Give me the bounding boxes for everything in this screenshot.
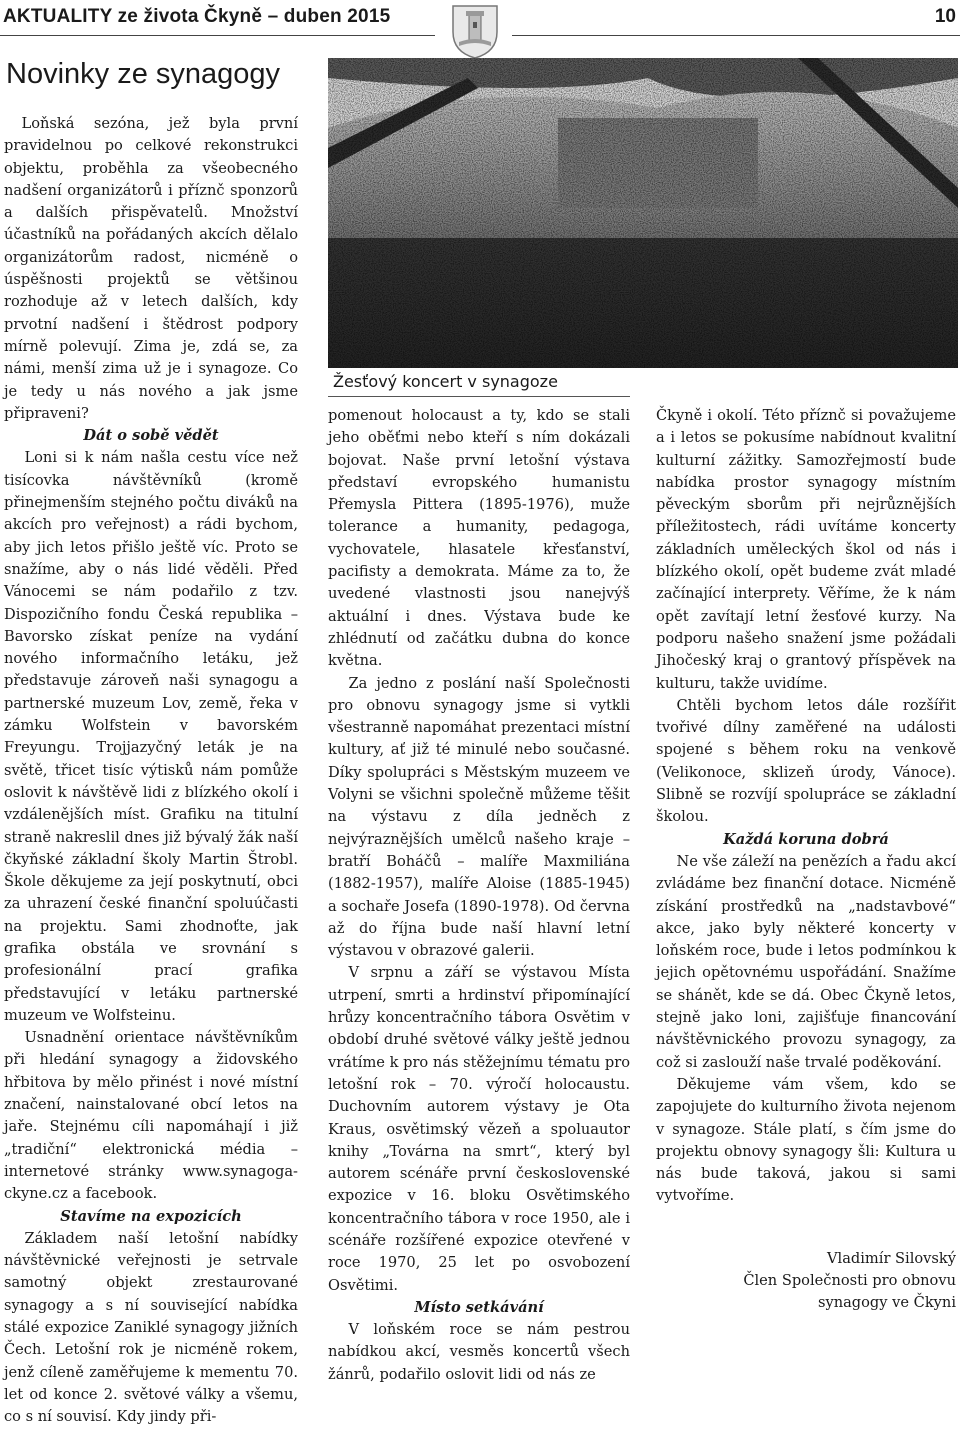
village-crest-icon bbox=[449, 2, 501, 60]
section-heading: Stavíme na expozicích bbox=[60, 1207, 242, 1225]
paragraph: Usnadnění orientace návštěvníkům při hledání synagogy a židovského hřbitova by mělo přinést i nové místní značení, nainstalované obcí letos na jaře. Stejnému cíli napomáhají i již „tradiční“ elektronická média – internetové stránky www.synagoga-ckyne.cz a facebook. bbox=[4, 1029, 298, 1203]
paragraph: Loni si k nám našla cestu více než tisícovka návštěvníků (kromě přinejmenším stejného počtu diváků na akcích pro veřejnost) a rádi bychom, aby jich letos přišlo ještě víc. Proto se snažíme, aby o nás lidé věděli. Před Vánocemi se nám podařilo z tzv. Dispozičního fondu Česká republika – Bavorsko získat peníze na vydání nového informačního letáku, jež představuje zároveň naši synagogu a partnerské muzeum Lov, země, řeka v zámku Wolfstein v bavorském Freyungu. Trojjazyčný leták je na světě, třicet tisíc výtisků nám pomůže oslovit k návštěvě lidi z blízkého okolí i vzdálenějších míst. Grafiku na titulní straně nakreslil dnes již bývalý žák naší čkyňské základní školy Martin Štrobl. Škole děkujeme za její poskytnutí, obci za uhrazení české finanční spoluúčasti na projektu. Sami zhodnoťte, jak grafika obstála ve srovnání s profesionální prací grafika představující v letáku partnerské muzeum ve Wolfsteinu. bbox=[4, 449, 298, 1024]
paragraph: Ne vše záleží na penězích a řadu akcí zvládáme bez finanční dotace. Nicméně získání prostředků na „nadstavbové“ akce, jako byly některé koncerty v loňském roce, bude i letos podmínkou k jejich opětovnému uspořádání. Snažíme se shánět, kde se dá. Obec Čkyně letos, stejně jako loni, zajišťuje financování návštěvnického provozu synagogy, za což si zaslouží naše trvalé poděkování. bbox=[656, 852, 956, 1071]
paragraph: Za jedno z poslání naší Společnosti pro obnovu synagogy jsme si vytkli všestranně napomáhat prezentaci místní kultury, ať již té minulé nebo současné. Díky spolupráci s Městským muzeem ve Volyni se všichni společně můžeme těšit na výstavu z díla jedněch z nejvýraznějších umělců našeho kraje – bratří Boháčů – malíře Maxmiliána (1882-1957), malíře Aloise (1885-1945) a sochaře Josefa (1890-1978). Od června až do října bude naší hlavní letní výstavou v obrazové galerii. bbox=[328, 674, 630, 960]
paragraph: Loňská sezóna, jež byla první pravidelnou po celkové rekonstrukci objektu, proběhla za všeobecného nadšení organizátorů i příznč sponzorů a dalších přispěvatelů. Množství účastníků na pořádaných akcích dělalo organizátorům radost, nicméně o úspěšnosti projektů se většinou rozhoduje až v letech dalších, kdy prvotní nadšení i štědrost podpory mírně polevují. Zima je, zdá se, za námi, menší zima už je i synagoze. Co je tedy u nás nového a jak jsme připraveni? bbox=[4, 115, 298, 422]
header-publication: AKTUALITY ze života Čkyně – duben 2015 bbox=[3, 6, 391, 27]
paragraph: Čkyně i okolí. Této příznč si považujeme a i letos se pokusíme nabídnout kvalitní kulturní zážitky. Samozřejmostí bude nabídka prostor synagogy místním pěveckým sborům při nejrůznějších příležitostech, rádi uvítáme koncerty základních uměleckých škol od nás i blízkého okolí, opět budeme zvát mladé začínající interprety. Věříme, že k nám opět zavítají letní žesťové kurzy. Na podporu našeho snažení jsme požádali Jihočeský kraj o grantový příspěvek na kulturu, takže uvidíme. bbox=[656, 407, 956, 692]
header-rule-right bbox=[512, 35, 960, 36]
author-organization: synagogy ve Čkyni bbox=[817, 1294, 956, 1312]
page-header bbox=[0, 0, 960, 48]
paragraph: Základem naší letošní nabídky návštěvnické veřejnosti je setrvale samotný objekt zrestaurované synagogy a s ní související nabídka stálé expozice Zaniklé synagogy jižních Čech. Letošní rok je nicméně rokem, jenž cíleně zaměřujeme k mementu 70. let od konce 2. světové války a všemu, co s ní souvisí. Kdy jindy při- bbox=[4, 1229, 298, 1426]
section-heading: Místo setkávání bbox=[414, 1298, 544, 1316]
concert-photo bbox=[328, 58, 958, 368]
column-3 bbox=[656, 405, 956, 1315]
article-title: Novinky ze synagogy bbox=[6, 58, 281, 90]
paragraph: Chtěli bychom letos dále rozšířit tvořivé dílny zaměřené na události spojené s během roku na venkově (Velikonoce, sklizeň úrody, Vánoce). Slibně se rozvíjí spolupráce se základní školou. bbox=[656, 696, 956, 826]
page-number: 10 bbox=[934, 6, 956, 27]
column-2 bbox=[328, 405, 630, 1386]
paragraph: V srpnu a září se výstavou Místa utrpení, smrti a hrdinství připomínající hrůzy koncentračního tábora Osvětim v období druhé světové války ještě jednou vrátíme k pro nás stěžejnímu tématu pro letošní rok – 70. výročí holocaustu. Duchovním autorem výstavy je Ota Kraus, osvětimský vězeň a spoluautor knihy „Továrna na smrt“, který byl autorem scénáře první československé expozice v 16. bloku Osvětimského koncentračního tábora v roce 1950, ale i scénáře rozšířené expozice otevřené v roce 1970, 25 let po osvobození Osvětimi. bbox=[328, 964, 630, 1294]
author-signature bbox=[656, 1248, 956, 1315]
column-1 bbox=[4, 113, 298, 1429]
section-heading: Dát o sobě vědět bbox=[83, 427, 219, 445]
paragraph: pomenout holocaust a ty, kdo se stali jeho oběťmi nebo kteří s ním dokázali bojovat. Naše první letošní výstava představí evropského humanistu Přemysla Pittera (1895-1976), muže tolerance a humanity, pedagoga, vychovatele, hlasatele křesťanství, pacifisty a demokrata. Máme za to, že uvedené vlastnosti jsou nanejvýš aktuální i dnes. Výstava bude ke zhlédnutí od začátku dubna do konce května. bbox=[328, 407, 630, 670]
header-rule-left bbox=[0, 35, 435, 36]
author-name: Vladimír Silovský bbox=[827, 1249, 956, 1267]
paragraph: Děkujeme vám všem, kdo se zapojujete do kulturního života nejenom v synagoze. Stále platí, s čím jsme do projektu obnovy synagogy šli: Kultura u nás bude taková, jakou si sami vytvoříme. bbox=[656, 1075, 956, 1205]
section-heading: Každá koruna dobrá bbox=[723, 830, 889, 848]
caption-rule bbox=[328, 396, 630, 397]
author-role: Člen Společnosti pro obnovu bbox=[743, 1271, 956, 1289]
paragraph: V loňském roce se nám pestrou nabídkou akcí, vesměs koncertů všech žánrů, podařilo oslovit lidi od nás ze bbox=[328, 1321, 630, 1383]
photo-image bbox=[328, 58, 958, 368]
photo-caption: Žesťový koncert v synagoze bbox=[333, 372, 558, 391]
